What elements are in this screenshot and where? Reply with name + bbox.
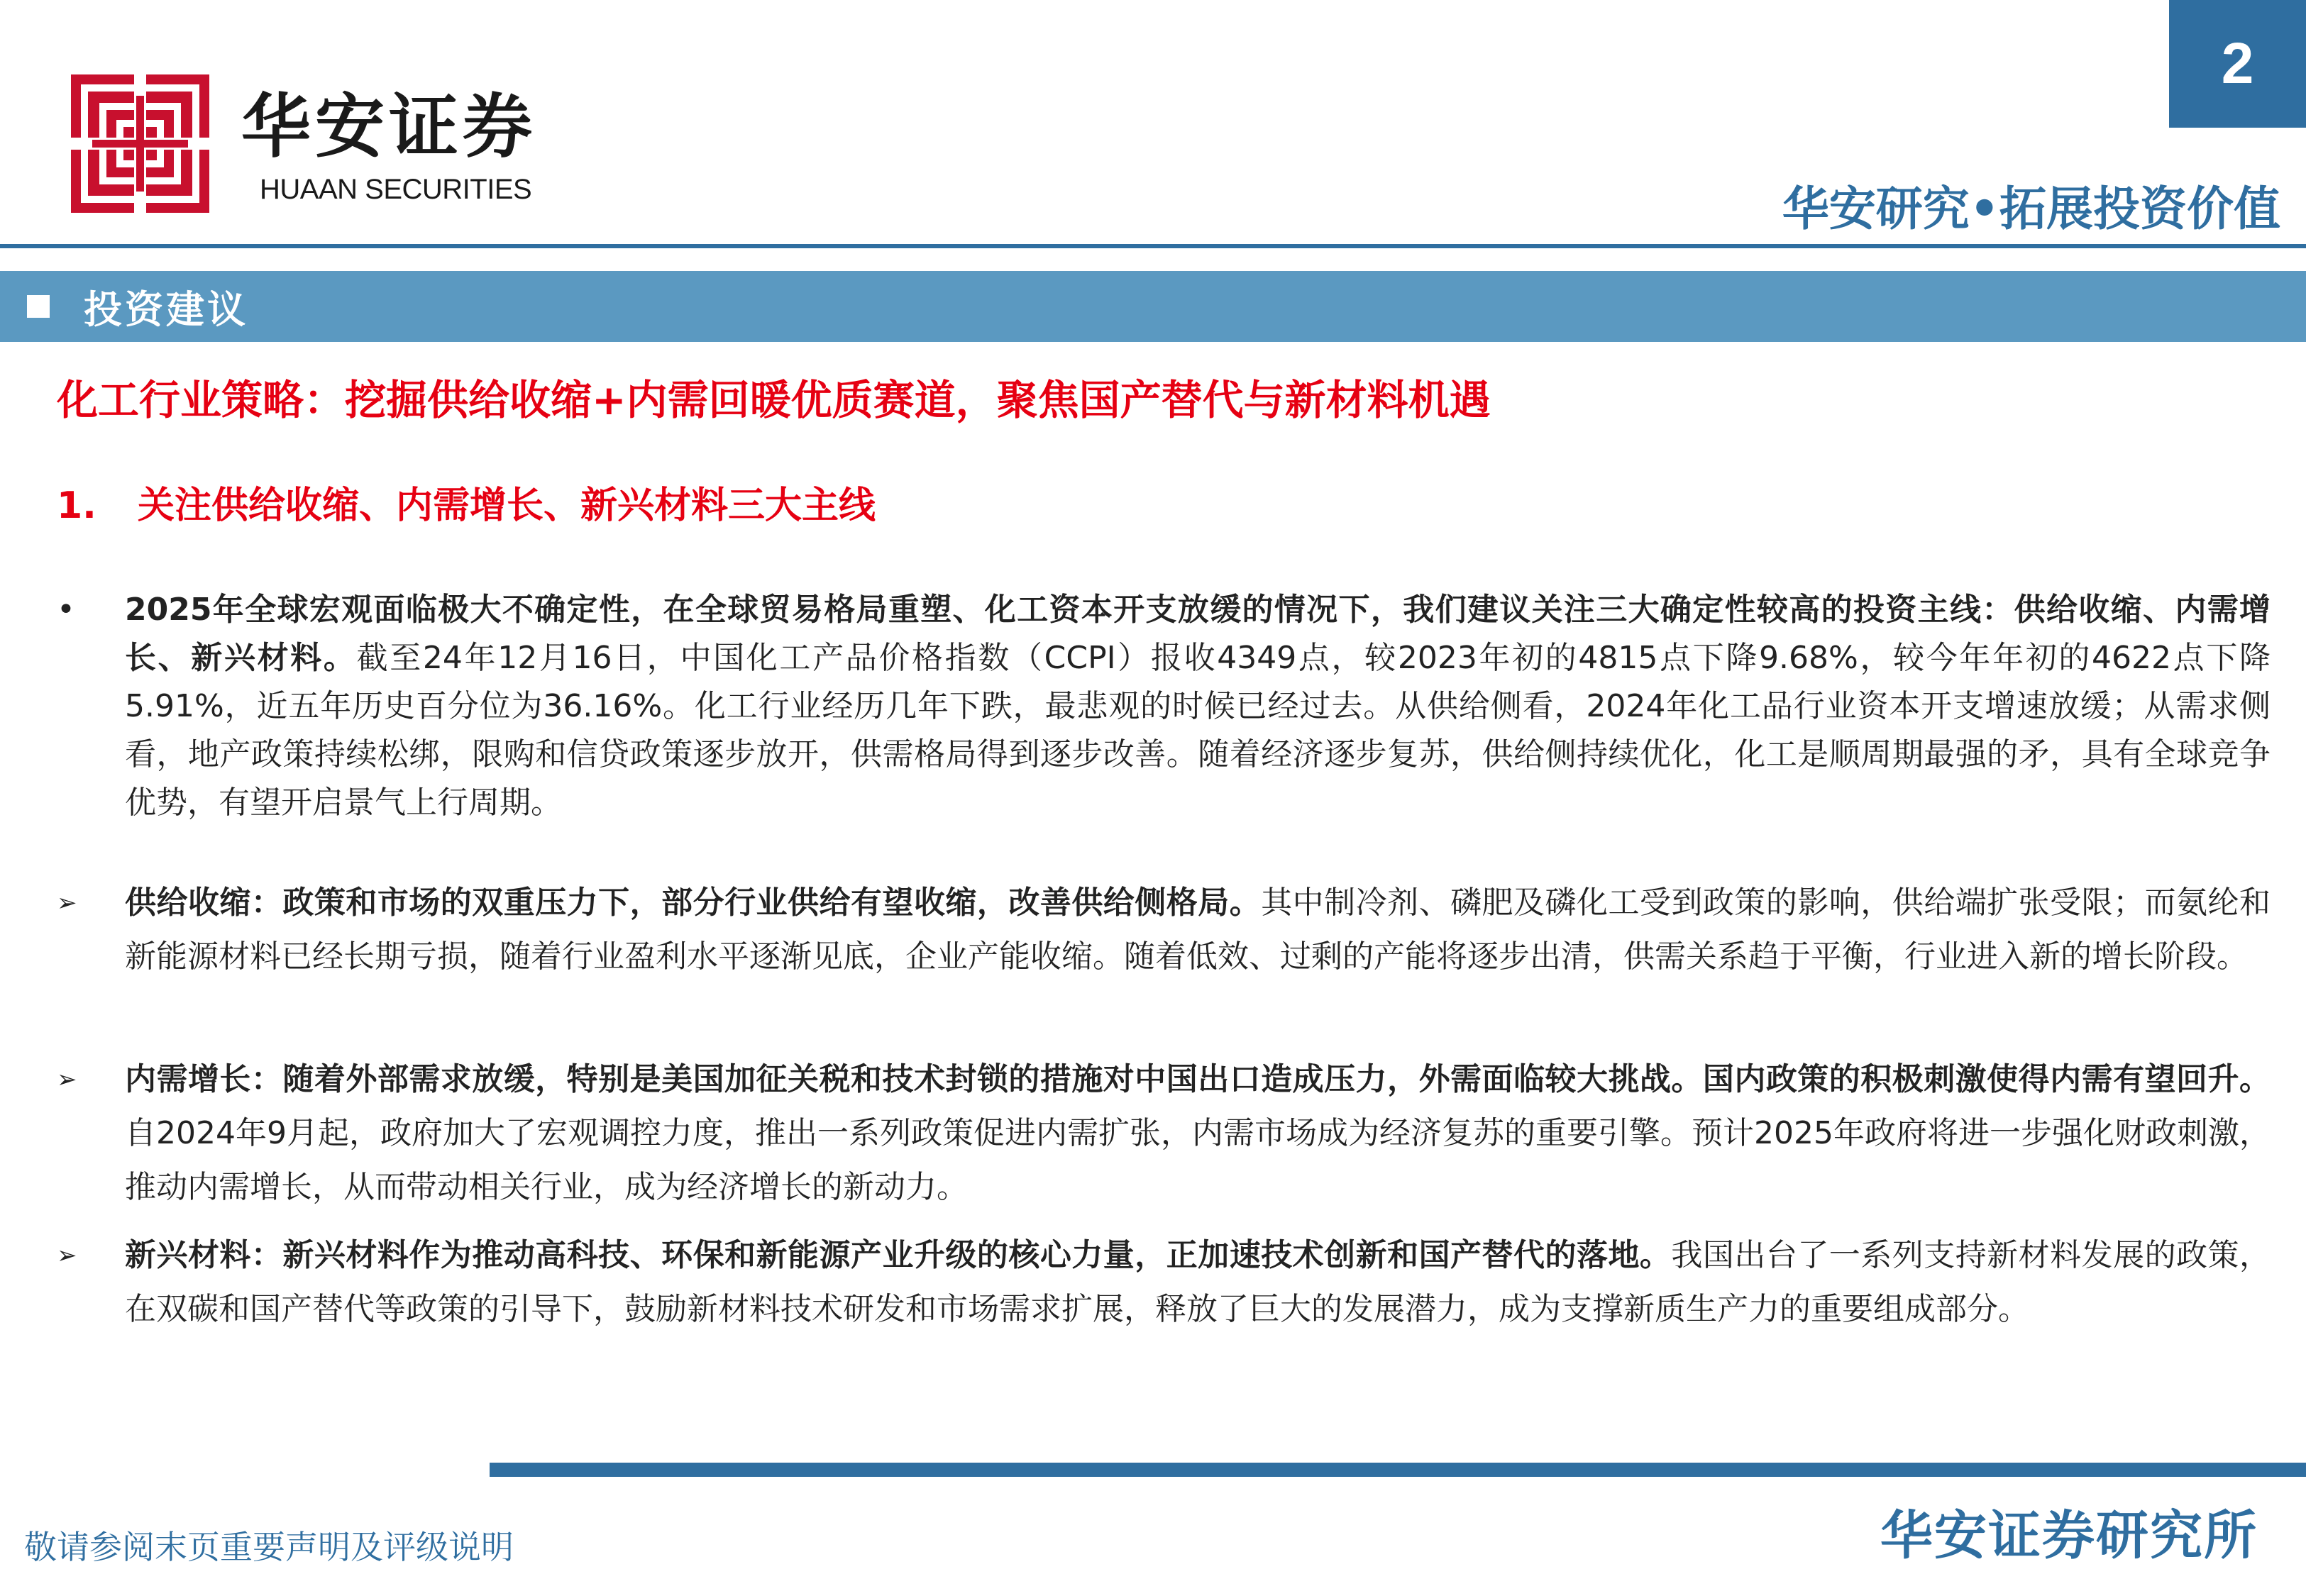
paragraph-supply-text — [125, 876, 2271, 984]
sub-heading-text: 关注供给收缩、内需增长、新兴材料三大主线 — [138, 484, 876, 527]
paragraph-demand — [57, 1053, 2271, 1214]
arrow-bullet-icon: ➢ — [57, 1241, 77, 1270]
paragraph-lead: 2025年全球宏观面临极大不确定性，在全球贸易格局重塑、化工资本开支放缓的情况下，我们建议关注三大确定性较高的投资主线：供给收缩、内需增长、新兴材料。 — [125, 592, 2271, 676]
logo-mark-icon — [71, 74, 209, 213]
logo-chinese-name: 华安证券 — [241, 86, 537, 167]
footer-divider — [490, 1463, 2306, 1477]
footer-disclaimer: 敬请参阅末页重要声明及评级说明 — [24, 1528, 514, 1566]
paragraph-materials-text — [125, 1229, 2271, 1336]
arrow-bullet-icon: ➢ — [57, 889, 77, 917]
sub-heading — [57, 484, 876, 527]
section-bar — [0, 271, 2306, 342]
paragraph-body: 自2024年9月起，政府加大了宏观调控力度，推出一系列政策促进内需扩张，内需市场成为经济复苏的重要引擎。预计2025年政府将进一步强化财政刺激，推动内需增长，从而带动相关行业，成为经济增长的新动力。 — [125, 1115, 2271, 1205]
headline: 化工行业策略：挖掘供给收缩+内需回暖优质赛道，聚焦国产替代与新材料机遇 — [57, 376, 1491, 424]
header-divider — [0, 244, 2306, 248]
paragraph-lead: 供给收缩：政策和市场的双重压力下，部分行业供给有望收缩，改善供给侧格局。 — [125, 885, 1262, 921]
bullet-dot-icon: • — [57, 592, 75, 628]
sub-heading-number: 1. — [57, 484, 96, 527]
paragraph-materials — [57, 1229, 2271, 1336]
paragraph-body: 我国出台了一系列支持新材料发展的政策，在双碳和国产替代等政策的引导下，鼓励新材料技术研发和市场需求扩展，释放了巨大的发展潜力，成为支撑新质生产力的重要组成部分。 — [125, 1237, 2271, 1327]
page-number: 2 — [2169, 0, 2306, 128]
paragraph-overview — [57, 586, 2271, 827]
paragraph-body: 其中制冷剂、磷肥及磷化工受到政策的影响，供给端扩张受限；而氨纶和新能源材料已经长期亏损，随着行业盈利水平逐渐见底，企业产能收缩。随着低效、过剩的产能将逐步出清，供需关系趋于平衡，行业进入新的增长阶段。 — [125, 885, 2271, 975]
paragraph-lead: 新兴材料：新兴材料作为推动高科技、环保和新能源产业升级的核心力量，正加速技术创新和国产替代的落地。 — [125, 1237, 1672, 1273]
paragraph-lead: 内需增长：随着外部需求放缓，特别是美国加征关税和技术封锁的措施对中国出口造成压力，外需面临较大挑战。国内政策的积极刺激使得内需有望回升。 — [125, 1061, 2271, 1097]
paragraph-demand-text — [125, 1053, 2271, 1214]
section-title: 投资建议 — [84, 287, 248, 332]
arrow-bullet-icon: ➢ — [57, 1065, 77, 1094]
paragraph-supply — [57, 876, 2271, 984]
logo-english-name: HUAAN SECURITIES — [260, 174, 532, 205]
square-bullet-icon — [27, 295, 50, 318]
header-slogan: 华安研究•拓展投资价值 — [1782, 182, 2280, 236]
paragraph-overview-text — [125, 586, 2271, 827]
footer-institute: 华安证券研究所 — [1880, 1505, 2258, 1566]
paragraph-body: 截至24年12月16日，中国化工产品价格指数（CCPI）报收4349点，较2023年初的4815点下降9.68%，较今年年初的4622点下降5.91%，近五年历史百分位为36.16%。化工行业经历几年下跌，最悲观的时候已经过去。从供给侧看，2024年化工品行业资本开支增速放缓；从需求侧看，地产政策持续松绑，限购和信贷政策逐步放开，供需格局得到逐步改善。随着经济逐步复苏，供给侧持续优化，化工是顺周期最强的矛，具有全球竞争优势，有望开启景气上行周期。 — [125, 640, 2271, 821]
